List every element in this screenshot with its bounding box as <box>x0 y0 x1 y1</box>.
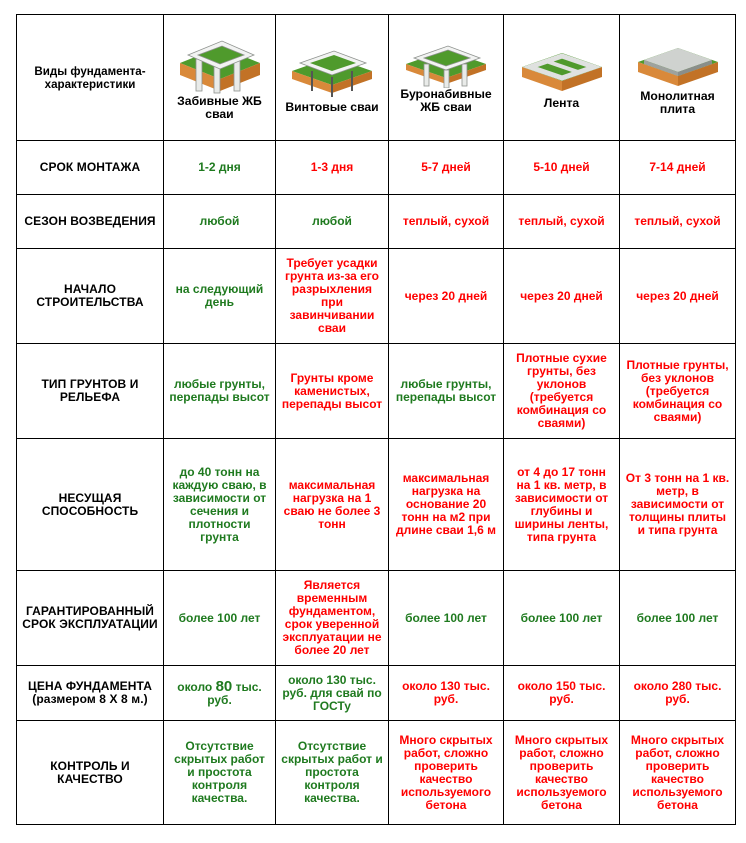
table-cell: через 20 дней <box>620 249 736 344</box>
slab-foundation-icon <box>632 40 724 90</box>
table-cell: 7-14 дней <box>620 141 736 195</box>
table-cell: максимальная нагрузка на основание 20 тонн на м2 при длине сваи 1,6 м <box>389 439 504 571</box>
type-header-driven-piles <box>164 15 276 141</box>
table-cell: до 40 тонн на каждую сваю, в зависимости от сечения и плотности грунта <box>164 439 276 571</box>
comparison-table <box>16 14 736 825</box>
type-header-slab <box>620 15 736 141</box>
table-cell: более 100 лет <box>389 571 504 666</box>
type-header-screw-piles <box>276 15 389 141</box>
table-cell: от 4 до 17 тонн на 1 кв. метр, в зависимости от глубины и ширины ленты, типа грунта <box>504 439 620 571</box>
table-cell: Много скрытых работ, сложно проверить качество используемого бетона <box>504 721 620 825</box>
table-row <box>17 721 736 825</box>
screw-piles-icon <box>286 41 378 101</box>
table-row <box>17 141 736 195</box>
price-value: 80 <box>215 677 233 695</box>
table-row <box>17 439 736 571</box>
table-cell: около 150 тыс. руб. <box>504 666 620 721</box>
table-cell: теплый, сухой <box>504 195 620 249</box>
table-cell: через 20 дней <box>389 249 504 344</box>
table-cell: Отсутствие скрытых работ и простота контроля качества. <box>164 721 276 825</box>
table-cell: Много скрытых работ, сложно проверить качество используемого бетона <box>620 721 736 825</box>
table-cell: Много скрытых работ, сложно проверить качество используемого бетона <box>389 721 504 825</box>
driven-piles-icon <box>174 35 266 95</box>
table-cell: 5-7 дней <box>389 141 504 195</box>
table-cell: любые грунты, перепады высот <box>164 344 276 439</box>
row-label: ТИП ГРУНТОВ И РЕЛЬЕФА <box>17 344 164 439</box>
table-row <box>17 195 736 249</box>
table-cell: любой <box>276 195 389 249</box>
row-label: ЦЕНА ФУНДАМЕНТА (размером 8 X 8 м.) <box>17 666 164 721</box>
type-name: Винтовые сваи <box>285 100 379 114</box>
price-prefix: около <box>177 679 216 694</box>
table-row <box>17 571 736 666</box>
header-row <box>17 15 736 141</box>
table-cell: Является временным фундаментом, срок уверенной эксплуатации не более 20 лет <box>276 571 389 666</box>
table-cell: около 130 тыс. руб. <box>389 666 504 721</box>
table-row <box>17 344 736 439</box>
type-name: Забивные ЖБ сваи <box>177 93 262 121</box>
table-row <box>17 249 736 344</box>
row-label: СЕЗОН ВОЗВЕДЕНИЯ <box>17 195 164 249</box>
table-cell: Отсутствие скрытых работ и простота контроля качества. <box>276 721 389 825</box>
table-cell: 1-2 дня <box>164 141 276 195</box>
row-label: НЕСУЩАЯ СПОСОБНОСТЬ <box>17 439 164 571</box>
table-cell: От 3 тонн на 1 кв. метр, в зависимости от толщины плиты и типа грунта <box>620 439 736 571</box>
table-cell: Плотные грунты, без уклонов (требуется комбинация со сваями) <box>620 344 736 439</box>
row-label: СРОК МОНТАЖА <box>17 141 164 195</box>
table-cell: Требует усадки грунта из-за его разрыхления при завинчивании сваи <box>276 249 389 344</box>
table-cell: любой <box>164 195 276 249</box>
row-label: ГАРАНТИРОВАННЫЙ СРОК ЭКСПЛУАТАЦИИ <box>17 571 164 666</box>
table-cell <box>164 666 276 721</box>
table-cell: теплый, сухой <box>389 195 504 249</box>
type-header-strip <box>504 15 620 141</box>
type-header-bored-piles <box>389 15 504 141</box>
table-cell: Грунты кроме каменистых, перепады высот <box>276 344 389 439</box>
table-cell: 1-3 дня <box>276 141 389 195</box>
type-name: Монолитная плита <box>640 88 715 116</box>
table-cell: более 100 лет <box>164 571 276 666</box>
type-name: Буронабивные ЖБ сваи <box>400 86 492 114</box>
table-cell: более 100 лет <box>620 571 736 666</box>
table-cell: около 280 тыс. руб. <box>620 666 736 721</box>
strip-foundation-icon <box>516 45 608 97</box>
table-cell: через 20 дней <box>504 249 620 344</box>
table-cell: Плотные сухие грунты, без уклонов (требуется комбинация со сваями) <box>504 344 620 439</box>
table-cell: на следующий день <box>164 249 276 344</box>
row-label: КОНТРОЛЬ И КАЧЕСТВО <box>17 721 164 825</box>
price-suffix: тыс. руб. <box>207 679 262 707</box>
table-cell: любые грунты, перепады высот <box>389 344 504 439</box>
table-row <box>17 666 736 721</box>
table-cell: более 100 лет <box>504 571 620 666</box>
row-label: НАЧАЛО СТРОИТЕЛЬСТВА <box>17 249 164 344</box>
type-name: Лента <box>543 96 580 110</box>
corner-header: Виды фундамента-характеристики <box>17 15 164 141</box>
table-cell: 5-10 дней <box>504 141 620 195</box>
table-cell: максимальная нагрузка на 1 сваю не более 3 тонн <box>276 439 389 571</box>
table-cell: теплый, сухой <box>620 195 736 249</box>
table-cell: около 130 тыс. руб. для свай по ГОСТу <box>276 666 389 721</box>
bored-piles-icon <box>400 42 492 88</box>
